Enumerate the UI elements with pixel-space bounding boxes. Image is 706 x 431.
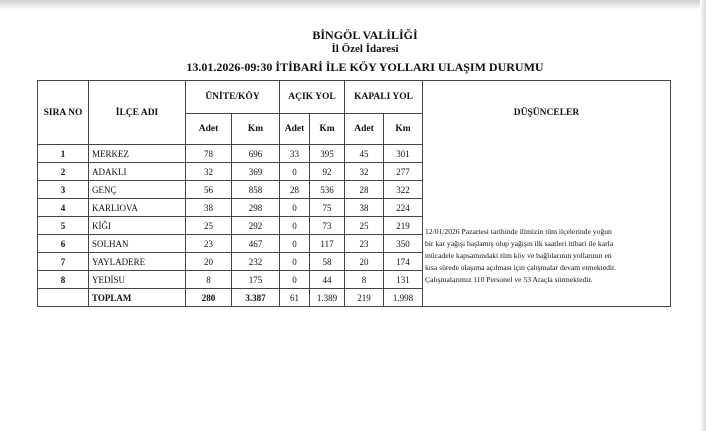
col-unite-adet: Adet <box>186 114 232 145</box>
district-name: KİĞI <box>89 217 186 235</box>
unite-km: 369 <box>232 163 280 181</box>
unite-adet: 8 <box>186 271 232 289</box>
unite-km: 175 <box>232 271 280 289</box>
notes-line: Çalışmalarımız 110 Personel ve 53 Araçla sürmektedir. <box>425 275 593 284</box>
kapali-adet: 8 <box>345 271 384 289</box>
header-special-administration: İl Özel İdaresi <box>331 43 399 55</box>
col-dusunceler: DÜŞÜNCELER <box>513 108 580 118</box>
kapali-adet: 38 <box>345 199 384 217</box>
total-kapali-adet: 219 <box>345 289 384 307</box>
total-unite-adet: 280 <box>186 289 232 307</box>
scan-shadow <box>0 0 706 10</box>
col-kapali-yol: KAPALI YOL <box>345 81 423 114</box>
acik-adet: 0 <box>280 253 310 271</box>
kapali-km: 174 <box>384 253 423 271</box>
unite-adet: 32 <box>186 163 232 181</box>
acik-adet: 0 <box>280 163 310 181</box>
header-row-1 <box>38 81 671 114</box>
acik-km: 75 <box>310 199 345 217</box>
total-label: TOPLAM <box>89 289 186 307</box>
acik-km: 395 <box>310 145 345 163</box>
notes-line: kısa sürede ulaşıma açılması için çalışmalar devam etmektedir. <box>425 263 617 272</box>
col-ilce-adi: İLÇE ADI <box>89 81 186 145</box>
kapali-km: 301 <box>384 145 423 163</box>
kapali-adet: 45 <box>345 145 384 163</box>
district-name: KARLIOVA <box>89 199 186 217</box>
kapali-adet: 28 <box>345 181 384 199</box>
col-unite-koy: ÜNİTE/KÖY <box>186 81 280 114</box>
total-unite-km: 3.387 <box>232 289 280 307</box>
acik-km: 536 <box>310 181 345 199</box>
acik-km: 58 <box>310 253 345 271</box>
notes-cell <box>423 81 671 307</box>
unite-adet: 25 <box>186 217 232 235</box>
row-no: 8 <box>38 271 89 289</box>
kapali-km: 350 <box>384 235 423 253</box>
unite-km: 292 <box>232 217 280 235</box>
total-acik-km: 1.389 <box>310 289 345 307</box>
notes-line: bir kar yağışı başlamış olup yağışın ilk saatleri itibari ile karla <box>425 239 614 248</box>
acik-km: 73 <box>310 217 345 235</box>
notes-line: 12/01/2026 Pazartesi tarihinde ilimizin tüm ilçelerinde yoğun <box>425 227 612 236</box>
row-no: 7 <box>38 253 89 271</box>
unite-adet: 20 <box>186 253 232 271</box>
unite-adet: 78 <box>186 145 232 163</box>
acik-adet: 0 <box>280 235 310 253</box>
col-acik-adet: Adet <box>280 114 310 145</box>
district-name: MERKEZ <box>89 145 186 163</box>
col-sira-no: SIRA NO <box>38 81 89 145</box>
notes-line: mücadele kapsamındaki tüm köy ve bağlılarının yollarının en <box>425 251 612 260</box>
district-name: ADAKLI <box>89 163 186 181</box>
col-unite-km: Km <box>232 114 280 145</box>
acik-adet: 0 <box>280 217 310 235</box>
kapali-km: 131 <box>384 271 423 289</box>
total-acik-adet: 61 <box>280 289 310 307</box>
row-no: 5 <box>38 217 89 235</box>
col-kapali-km: Km <box>384 114 423 145</box>
kapali-km: 322 <box>384 181 423 199</box>
unite-km: 298 <box>232 199 280 217</box>
unite-adet: 38 <box>186 199 232 217</box>
acik-adet: 33 <box>280 145 310 163</box>
acik-km: 117 <box>310 235 345 253</box>
road-status-table <box>37 80 671 307</box>
col-acik-km: Km <box>310 114 345 145</box>
acik-adet: 0 <box>280 199 310 217</box>
unite-km: 467 <box>232 235 280 253</box>
acik-km: 44 <box>310 271 345 289</box>
row-no: 3 <box>38 181 89 199</box>
kapali-adet: 25 <box>345 217 384 235</box>
unite-km: 232 <box>232 253 280 271</box>
kapali-km: 219 <box>384 217 423 235</box>
row-no: 2 <box>38 163 89 181</box>
district-name: GENÇ <box>89 181 186 199</box>
unite-km: 696 <box>232 145 280 163</box>
row-no: 4 <box>38 199 89 217</box>
acik-adet: 28 <box>280 181 310 199</box>
acik-adet: 0 <box>280 271 310 289</box>
document-title: 13.01.2026-09:30 İTİBARİ İLE KÖY YOLLARI ULAŞIM DURUMU <box>186 60 544 74</box>
col-acik-yol: AÇIK YOL <box>280 81 345 114</box>
kapali-km: 224 <box>384 199 423 217</box>
kapali-adet: 20 <box>345 253 384 271</box>
notes-text <box>425 226 668 286</box>
header-governorship: BİNGÖL VALİLİĞİ <box>312 28 418 42</box>
unite-adet: 56 <box>186 181 232 199</box>
total-kapali-km: 1.998 <box>384 289 423 307</box>
district-name: SOLHAN <box>89 235 186 253</box>
unite-adet: 23 <box>186 235 232 253</box>
kapali-km: 277 <box>384 163 423 181</box>
row-no: 6 <box>38 235 89 253</box>
kapali-adet: 32 <box>345 163 384 181</box>
kapali-adet: 23 <box>345 235 384 253</box>
district-name: YAYLADERE <box>89 253 186 271</box>
district-name: YEDİSU <box>89 271 186 289</box>
total-spacer <box>38 289 89 307</box>
row-no: 1 <box>38 145 89 163</box>
acik-km: 92 <box>310 163 345 181</box>
col-kapali-adet: Adet <box>345 114 384 145</box>
unite-km: 858 <box>232 181 280 199</box>
